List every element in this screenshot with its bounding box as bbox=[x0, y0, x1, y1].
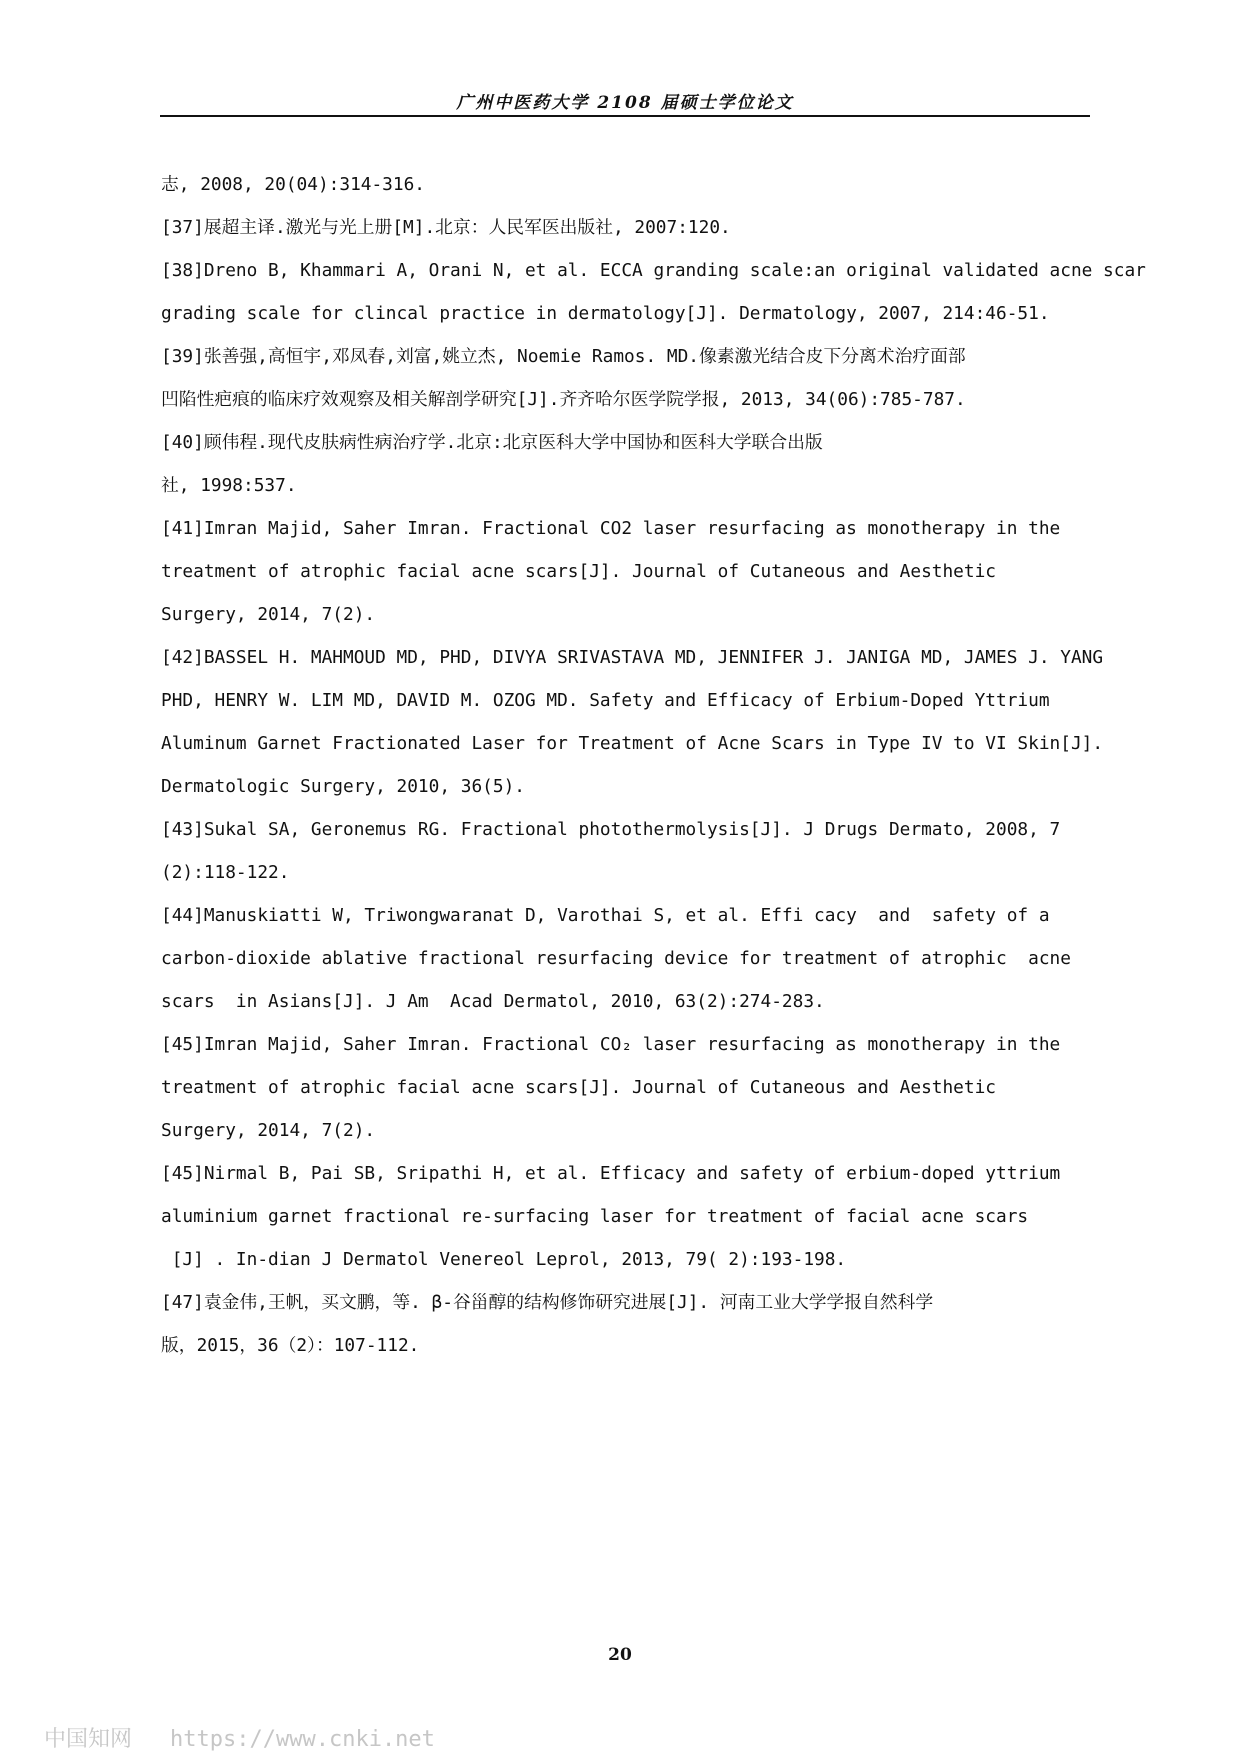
reference-line: 志, 2008, 20(04):314-316. bbox=[161, 174, 426, 195]
reference-line: [42]BASSEL H. MAHMOUD MD, PHD, DIVYA SRIVASTAVA MD, JENNIFER J. JANIGA MD, JAMES J. YANG bbox=[161, 647, 1104, 668]
reference-entry bbox=[161, 1281, 1091, 1367]
reference-line: [45]Imran Majid, Saher Imran. Fractional CO₂ laser resurfacing as monotherapy in the bbox=[161, 1034, 1061, 1055]
reference-line: [39]张善强,高恒宇,邓凤春,刘富,姚立杰, Noemie Ramos. MD.像素激光结合皮下分离术治疗面部 bbox=[161, 346, 966, 367]
cnki-logo-text: 中国知网 bbox=[44, 1727, 133, 1752]
reference-line: grading scale for clincal practice in dermatology[J]. Dermatology, 2007, 214:46-51. bbox=[161, 303, 1050, 324]
reference-entry bbox=[161, 1023, 1091, 1152]
reference-entry bbox=[161, 249, 1146, 335]
reference-entry bbox=[161, 421, 1091, 507]
reference-line: treatment of atrophic facial acne scars[J]. Journal of Cutaneous and Aesthetic bbox=[161, 561, 997, 582]
reference-line: [41]Imran Majid, Saher Imran. Fractional CO2 laser resurfacing as monotherapy in the bbox=[161, 518, 1061, 539]
reference-line: carbon-dioxide ablative fractional resurfacing device for treatment of atrophic acne bbox=[161, 948, 1071, 969]
reference-line: (2):118-122. bbox=[161, 862, 290, 883]
reference-line: [37]展超主译.激光与光上册[M].北京：人民军医出版社, 2007:120. bbox=[161, 217, 731, 238]
reference-list bbox=[161, 163, 1146, 1367]
reference-entry bbox=[161, 206, 1091, 249]
reference-line: [45]Nirmal B, Pai SB, Sripathi H, et al. Efficacy and safety of erbium-doped yttrium bbox=[161, 1163, 1061, 1184]
reference-entry bbox=[161, 507, 1091, 636]
reference-line: 版，2015，36（2）：107-112. bbox=[161, 1335, 420, 1356]
reference-entry bbox=[161, 894, 1091, 1023]
reference-line: 凹陷性疤痕的临床疗效观察及相关解剖学研究[J].齐齐哈尔医学院学报, 2013, 34(06):785-787. bbox=[161, 389, 966, 410]
reference-line: scars in Asians[J]. J Am Acad Dermatol, 2010, 63(2):274-283. bbox=[161, 991, 825, 1012]
reference-line: [47]袁金伟,王帆，买文鹏，等. β-谷甾醇的结构修饰研究进展[J]. 河南工业大学学报自然科学 bbox=[161, 1292, 934, 1313]
reference-line: [43]Sukal SA, Geronemus RG. Fractional photothermolysis[J]. J Drugs Dermato, 2008, 7 bbox=[161, 819, 1061, 840]
reference-line: [38]Dreno B, Khammari A, Orani N, et al. ECCA granding scale:an original validated acne scar bbox=[161, 260, 1146, 281]
reference-entry bbox=[161, 1152, 1091, 1281]
reference-entry bbox=[161, 808, 1091, 894]
header-rule bbox=[160, 115, 1090, 117]
reference-line: aluminium garnet fractional re-surfacing laser for treatment of facial acne scars bbox=[161, 1206, 1029, 1227]
reference-line: [40]顾伟程.现代皮肤病性病治疗学.北京:北京医科大学中国协和医科大学联合出版 bbox=[161, 432, 823, 453]
cnki-url: https://www.cnki.net bbox=[170, 1727, 435, 1752]
reference-line: [J] . In-dian J Dermatol Venereol Leprol, 2013, 79( 2):193-198. bbox=[161, 1249, 847, 1270]
reference-line: treatment of atrophic facial acne scars[J]. Journal of Cutaneous and Aesthetic bbox=[161, 1077, 997, 1098]
reference-line: Aluminum Garnet Fractionated Laser for Treatment of Acne Scars in Type IV to VI Skin[J]. bbox=[161, 733, 1104, 754]
reference-entry bbox=[161, 636, 1104, 808]
reference-line: Dermatologic Surgery, 2010, 36(5). bbox=[161, 776, 525, 797]
reference-entry bbox=[161, 335, 1091, 421]
cnki-watermark bbox=[44, 1722, 435, 1753]
reference-line: [44]Manuskiatti W, Triwongwaranat D, Varothai S, et al. Effi cacy and safety of a bbox=[161, 905, 1050, 926]
reference-entry bbox=[161, 163, 1091, 206]
reference-line: Surgery, 2014, 7(2). bbox=[161, 604, 376, 625]
reference-line: PHD, HENRY W. LIM MD, DAVID M. OZOG MD. Safety and Efficacy of Erbium-Doped Yttrium bbox=[161, 690, 1050, 711]
running-header-title: 广州中医药大学 2108 届硕士学位论文 bbox=[456, 93, 794, 113]
page-number: 20 bbox=[608, 1645, 632, 1665]
reference-line: Surgery, 2014, 7(2). bbox=[161, 1120, 376, 1141]
reference-line: 社, 1998:537. bbox=[161, 475, 297, 496]
